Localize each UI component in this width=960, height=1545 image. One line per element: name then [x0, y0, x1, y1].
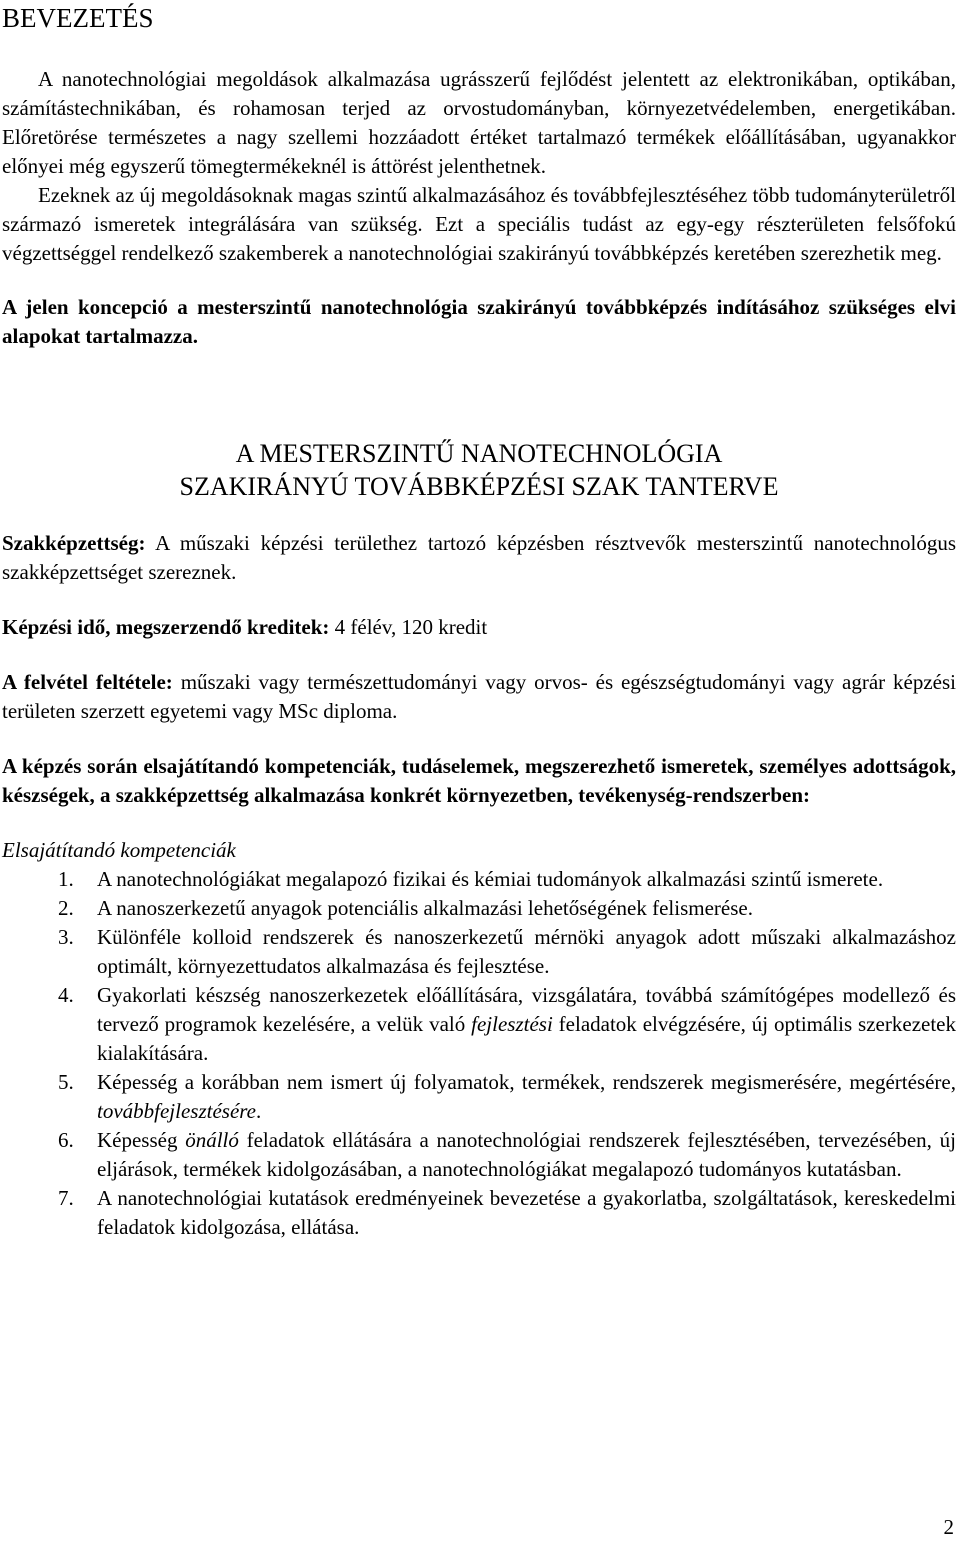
admission-text: műszaki vagy természettudományi vagy orvos- és egészségtudományi vagy agrár képzési területen szerzett egyetemi vagy MSc diploma.	[2, 670, 956, 723]
list-item	[2, 1126, 956, 1184]
duration-text: 4 félév, 120 kredit	[329, 615, 488, 639]
admission-label: A felvétel feltétele:	[2, 670, 173, 694]
curriculum-title-line-2: SZAKIRÁNYÚ TOVÁBBKÉPZÉSI SZAK TANTERVE	[179, 472, 779, 501]
list-item	[2, 865, 956, 894]
qualification-text: A műszaki képzési területhez tartozó képzésben résztvevők mesterszintű nanotechnológus szakképzettséget szereznek.	[2, 531, 956, 584]
intro-paragraph-2: Ezeknek az új megoldásoknak magas szintű alkalmazásához és továbbfejlesztéséhez több tudományterületről származó ismeretek integrálására van szükség. Ezt a speciális tudást az egy-egy részterületen felsőfokú végzettséggel rendelkező szakemberek a nanotechnológiai szakirányú továbbképzés keretében szerezhetik meg.	[2, 183, 956, 265]
intro-paragraph-3: A jelen koncepció a mesterszintű nanotechnológia szakirányú továbbképzés indításához szükséges elvi alapokat tartalmazza.	[2, 295, 956, 348]
list-item-number: 4.	[58, 983, 74, 1007]
list-item-text: A nanotechnológiai kutatások eredményeinek bevezetése a gyakorlatba, szolgáltatások, kereskedelmi feladatok kidolgozása, ellátása.	[97, 1186, 956, 1239]
list-item	[2, 894, 956, 923]
list-item-text-pre: Gyakorlati készség nanoszerkezetek előállítására, vizsgálatára, továbbá számítógépes modellező és tervező programok kezelésére, a velük való	[97, 983, 956, 1036]
list-item-text-pre: Képesség a korábban nem ismert új folyamatok, termékek, rendszerek megismerésére, megértésére,	[97, 1070, 956, 1094]
list-item-text-post: feladatok elvégzésére, új optimális szerkezetek kialakítására.	[97, 1012, 956, 1065]
intro-paragraph-1: A nanotechnológiai megoldások alkalmazása ugrásszerű fejlődést jelentett az elektronikában, optikában, számítástechnikában, és rohamosan terjed az orvostudományban, környezetvédelemben, energetikában. Előretörése természetes a nagy szellemi hozzáadott értéket tartalmazó termékek előállításában, ugyanakkor előnyei még egyszerű tömegtermékeknél is áttörést jelenthetnek.	[2, 67, 956, 178]
list-item-number: 7.	[58, 1186, 74, 1210]
list-item-number: 5.	[58, 1070, 74, 1094]
list-item	[2, 1068, 956, 1126]
list-item-text-post: .	[256, 1099, 262, 1123]
list-item-text: Különféle kolloid rendszerek és nanoszerkezetű mérnöki anyagok adott műszaki alkalmazáshoz optimált, környezettudatos alkalmazása és fejlesztése.	[97, 925, 956, 978]
list-item-number: 1.	[58, 867, 74, 891]
list-item-text-emphasis: önálló	[185, 1128, 239, 1152]
list-item-text-emphasis: továbbfejlesztésére	[97, 1099, 257, 1123]
curriculum-title-line-1: A MESTERSZINTŰ NANOTECHNOLÓGIA	[235, 439, 723, 468]
list-item	[2, 923, 956, 981]
list-item-text: A nanotechnológiákat megalapozó fizikai és kémiai tudományok alkalmazási szintű ismerete.	[97, 867, 884, 891]
list-item-text: A nanoszerkezetű anyagok potenciális alkalmazási lehetőségének felismerése.	[97, 896, 753, 920]
list-item	[2, 981, 956, 1068]
section-heading-bevezetes: BEVEZETÉS	[2, 3, 154, 33]
list-item	[2, 1184, 956, 1242]
qualification-paragraph	[2, 529, 956, 587]
duration-paragraph	[2, 613, 956, 642]
competencies-heading: A képzés során elsajátítandó kompetenciák, tudáselemek, megszerezhető ismeretek, személyes adottságok, készségek, a szakképzettség alkalmazása konkrét környezetben, tevékenység-rendszerben:	[2, 754, 956, 807]
list-item-number: 3.	[58, 925, 74, 949]
admission-paragraph	[2, 668, 956, 726]
list-item-number: 2.	[58, 896, 74, 920]
duration-label: Képzési idő, megszerzendő kreditek:	[2, 615, 330, 639]
competencies-subtitle: Elsajátítandó kompetenciák	[2, 838, 236, 862]
page-number: 2	[943, 1515, 954, 1539]
list-item-text-pre: Képesség	[97, 1128, 186, 1152]
competencies-list	[2, 865, 956, 1242]
document-page	[2, 0, 956, 1242]
list-item-number: 6.	[58, 1128, 74, 1152]
qualification-label: Szakképzettség:	[2, 531, 146, 555]
list-item-text-emphasis: fejlesztési	[471, 1012, 553, 1036]
list-item-text-post: feladatok ellátására a nanotechnológiai rendszerek fejlesztésében, tervezésében, új eljárások, termékek kidolgozásában, a nanotechnológiákat megalapozó tudományos kutatásban.	[97, 1128, 956, 1181]
